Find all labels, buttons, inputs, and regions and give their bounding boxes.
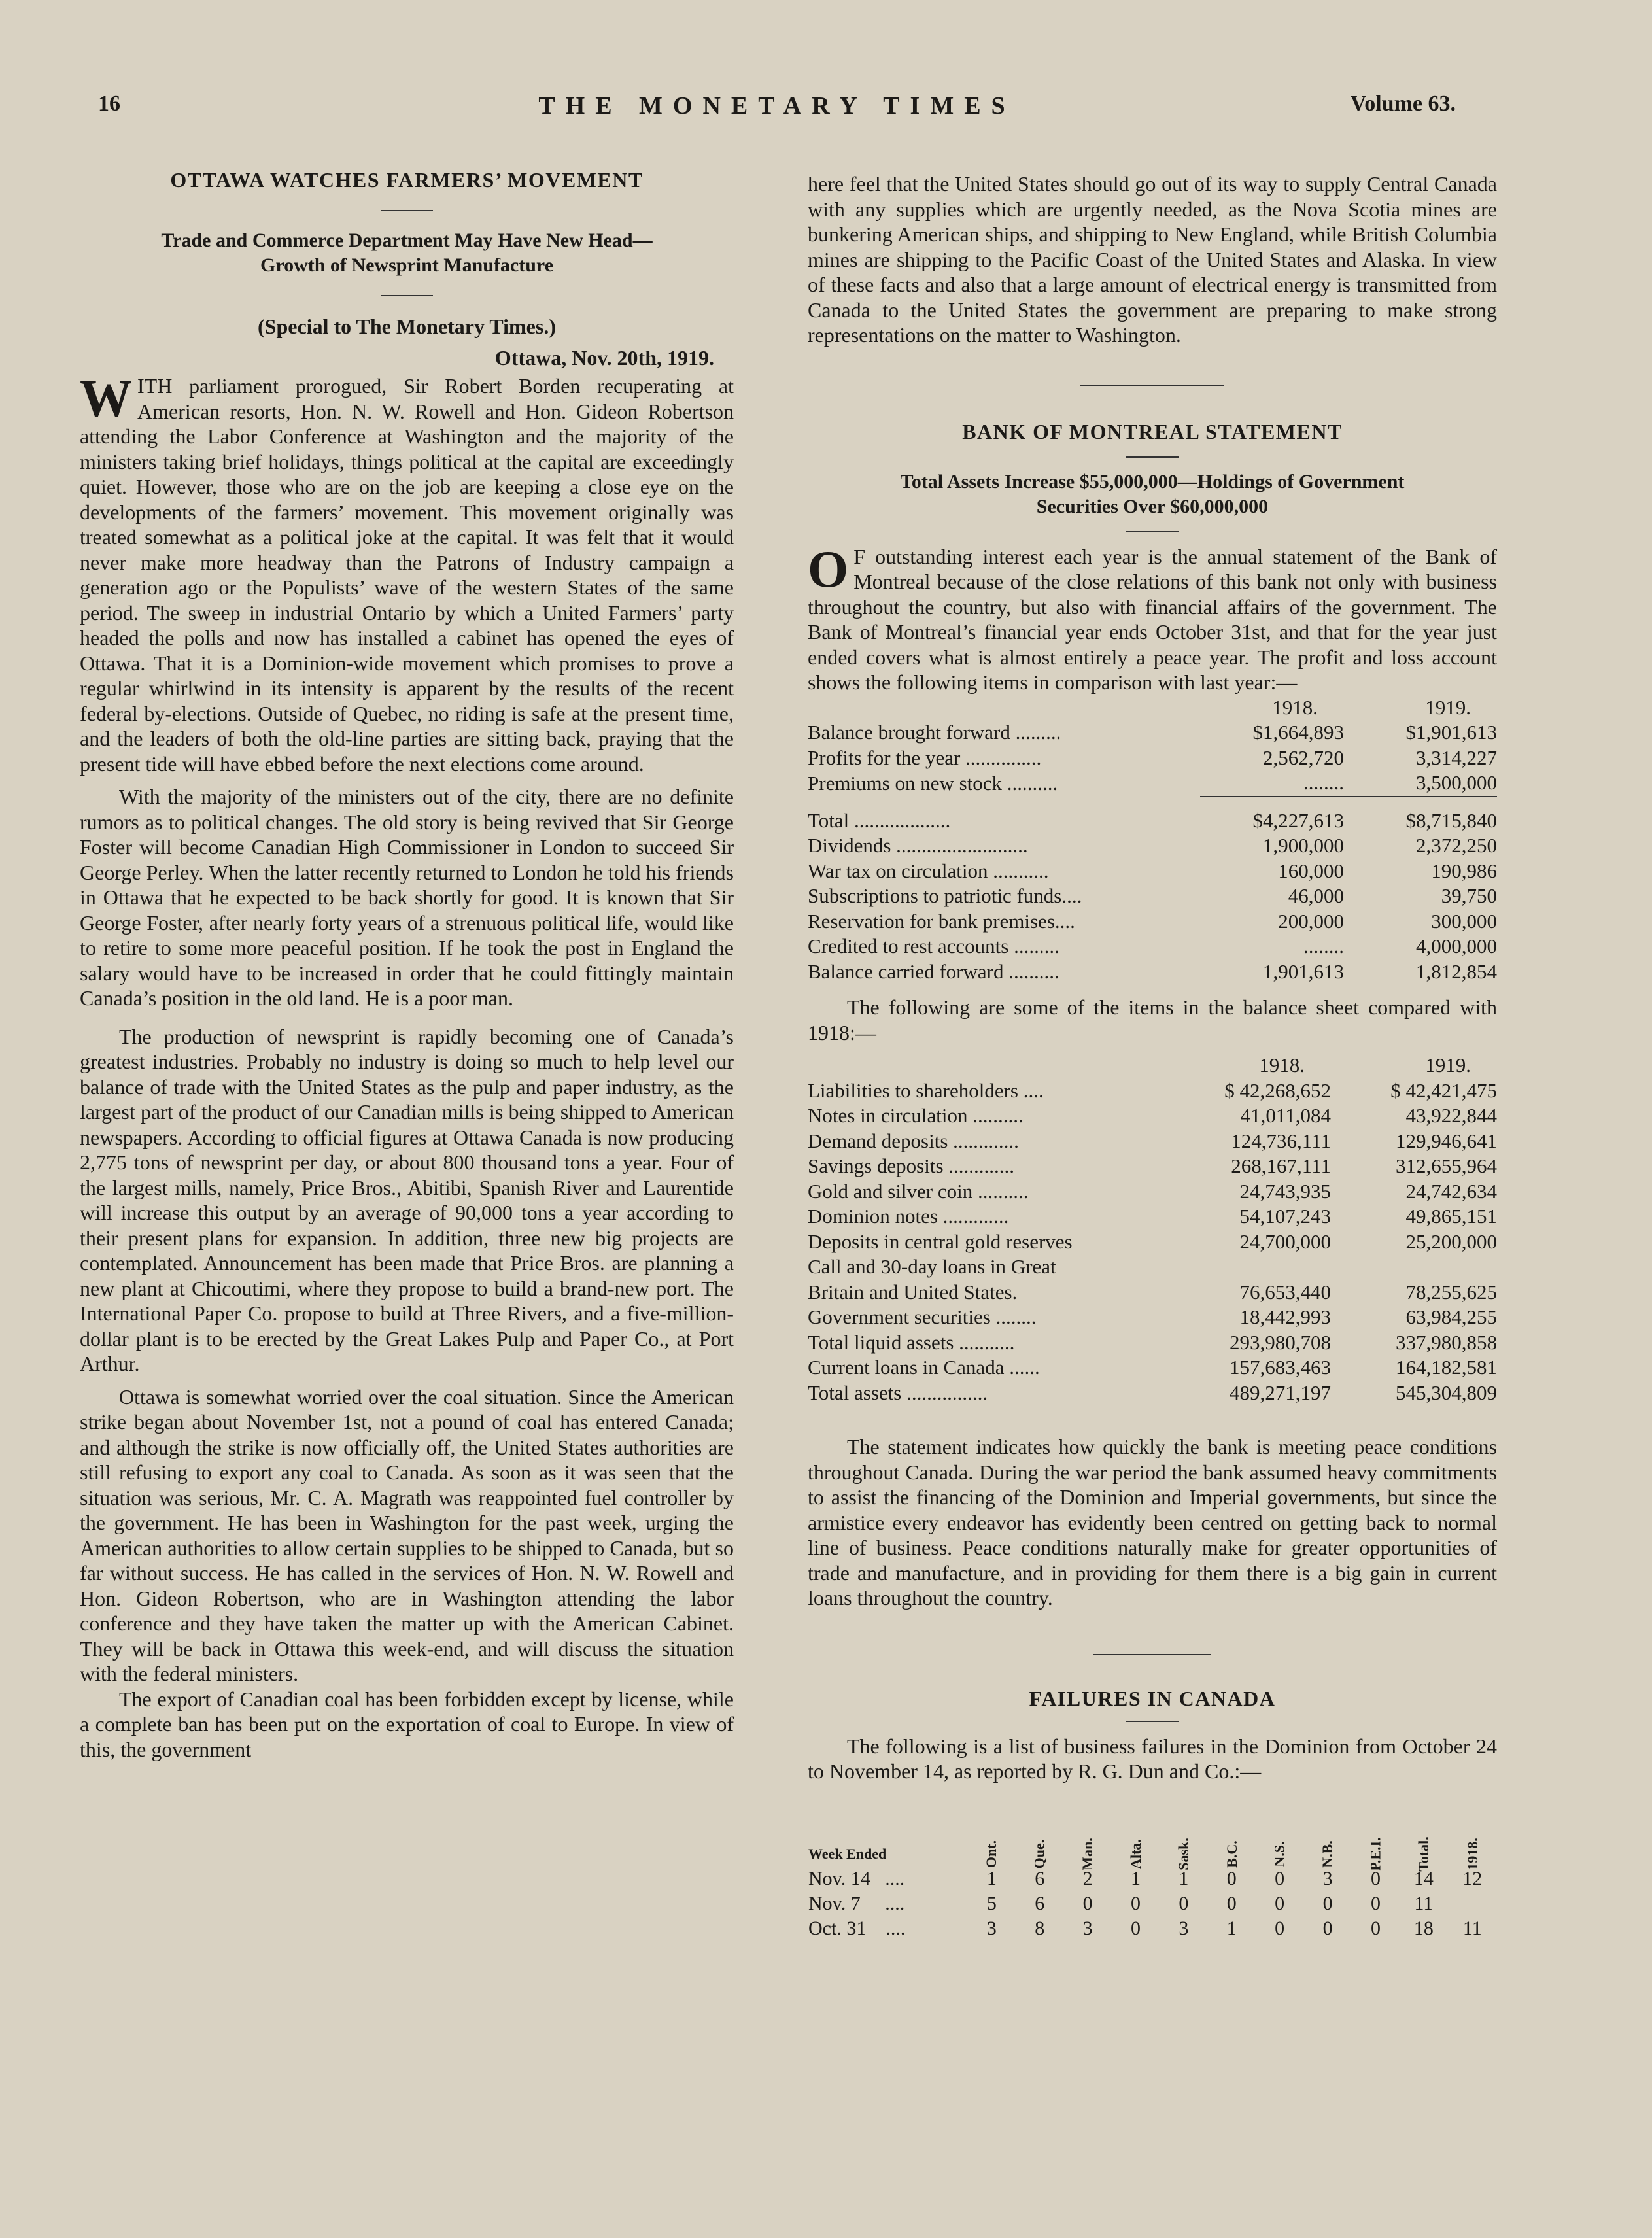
cell: 8 [1035, 1917, 1045, 1939]
value-1919: $1,901,613 [1405, 721, 1497, 744]
ottawa-paragraph-3: The production of newsprint is rapidly becoming one of Canada’s greatest industries. Probably no industry is doing so much to help level our balance of trade with the United States as the pulp and paper industry, as the largest part of the product of our Canadian mills is being shipped to American newspapers. According to official figures at Ottawa Canada is now producing 2,775 tons of newsprint per day, or about 800 thousand tons a year. Four of the largest mills, namely, Price Bros., Abitibi, Spanish River and Laurentide will increase this output by an average of 90,000 tons a year according to their present plans for expansion. In addition, three new big projects are contemplated. Announcement has been made that Price Bros. are planning a new plant at Chicoutimi, where they propose to build a brand-new port. The International Paper Co. propose to build at Three Rivers, and a five-million-dollar plant is to be erected by the Great Lakes Pulp and Paper Co., at Port Arthur. [80, 1024, 734, 1375]
ottawa-paragraph-4: Ottawa is somewhat worried over the coal situation. Since the American strike began about November 1st, not a pound of coal has entered Canada; and although the strike is now officially off, the United States authorities are still refusing to export any coal to Canada. As soon as it was seen that the situation was serious, Mr. C. A. Magrath was reappointed fuel controller by the government. He has been in Washington for the past week, urging the American authorities to allow certain supplies to be shipped to Canada, but so far without success. He has called in the services of Hon. N. W. Rowell and Hon. Gideon Robertson, who are in Washington attending the labor conference and they have taken the matter up with the American Cabinet. They will be back in Ottawa this week-end, and will discuss the situation with the federal ministers. [80, 1385, 734, 1685]
value-1919: 164,182,581 [1396, 1356, 1497, 1379]
cell: 6 [1035, 1867, 1045, 1889]
column-header-nb: N.B. [1319, 1840, 1336, 1868]
row-label: Current loans in Canada ...... [808, 1356, 1040, 1379]
value-1919: 78,255,625 [1405, 1280, 1497, 1303]
value-1919: 2,372,250 [1416, 834, 1497, 857]
table-row [808, 1381, 1497, 1406]
value-1918: 76,653,440 [1239, 1280, 1331, 1303]
row-label: Total liquid assets ........... [808, 1330, 1015, 1354]
row-label: Subscriptions to patriotic funds.... [808, 884, 1082, 907]
table-row [808, 884, 1497, 909]
failures-table [808, 1800, 1497, 1941]
value-1918: $4,227,613 [1252, 808, 1344, 832]
value-1919: 3,500,000 [1416, 771, 1497, 794]
table-row [808, 1305, 1497, 1330]
table-row [808, 833, 1497, 859]
value-1919: 129,946,641 [1396, 1129, 1497, 1152]
value-1918: $ 42,268,652 [1224, 1078, 1331, 1102]
cell: 0 [1131, 1917, 1141, 1939]
divider [1126, 456, 1179, 458]
table-row [808, 720, 1497, 746]
divider [381, 210, 433, 211]
page-number: 16 [98, 92, 120, 116]
column-header-sask: Sask. [1175, 1837, 1192, 1870]
ottawa-paragraph-1 [80, 370, 734, 776]
value-1919: 545,304,809 [1396, 1381, 1497, 1404]
value-1918: $1,664,893 [1252, 721, 1344, 744]
table-row [808, 770, 1497, 797]
cell: 0 [1322, 1892, 1333, 1914]
table-row [808, 1129, 1497, 1154]
row-label: Notes in circulation .......... [808, 1104, 1024, 1127]
table-row [808, 1916, 1497, 1941]
table-row [808, 859, 1497, 884]
table-row [808, 1103, 1497, 1129]
balance-sheet-table [808, 1053, 1497, 1405]
value-1919: 337,980,858 [1396, 1330, 1497, 1354]
table-row [808, 746, 1497, 771]
value-1919: 25,200,000 [1405, 1230, 1497, 1253]
column-header-total: Total. [1415, 1836, 1432, 1872]
header-1919: 1919. [1425, 1054, 1471, 1076]
row-label: Deposits in central gold reserves [808, 1230, 1073, 1253]
drop-cap: O [808, 540, 849, 598]
profit-loss-table [808, 695, 1497, 985]
cell: 18 [1413, 1917, 1434, 1939]
column-header-alta: Alta. [1127, 1838, 1144, 1869]
value-1919: 49,865,151 [1405, 1205, 1497, 1228]
table-row [808, 1078, 1497, 1104]
left-column [80, 167, 734, 1762]
cell: 3 [1322, 1867, 1333, 1889]
cell: 1 [986, 1867, 997, 1889]
header-1919: 1919. [1425, 695, 1471, 719]
dateline: Ottawa, Nov. 20th, 1919. [494, 346, 714, 370]
value-1919: 300,000 [1431, 909, 1497, 933]
right-column [808, 171, 1497, 1941]
row-label: Reservation for bank premises.... [808, 909, 1075, 933]
cell: 6 [1035, 1892, 1045, 1914]
row-label: Liabilities to shareholders .... [808, 1078, 1044, 1102]
row-label: Dividends .......................... [808, 834, 1028, 857]
cell: 0 [1226, 1892, 1237, 1914]
value-1919: 43,922,844 [1405, 1104, 1497, 1127]
cell: 0 [1322, 1917, 1333, 1939]
header-1918: 1918. [1272, 695, 1318, 719]
table-header-row [808, 1800, 1497, 1867]
value-1918: ........ [1303, 935, 1344, 957]
value-1919: 190,986 [1431, 859, 1497, 882]
paragraph-text: ITH parliament prorogued, Sir Robert Borden recuperating at American resorts, Hon. N. W. Rowell and Hon. Gideon Robertson attending the Labor Conference at Washington and the majority of the ministers taking brief holidays, things political at the capital are exceedingly quiet. However, those who are on the job are keeping a close eye on the developments of the farmers’ movement. This movement originally was treated somewhat as a political joke at the capital. It was felt that it would never make more headway than the Patrons of Industry campaign a generation ago or the Populists’ wave of the western States of the same period. The sweep in industrial Ontario by which a United Farmers’ party headed the polls and now has installed a cabinet has opened the eyes of Ottawa. That it is a Dominion-wide movement which promises to prove a regular whirlwind in its intensity is apparent by the results of the recent federal by-elections. Outside of Quebec, no riding is safe at the present time, and the leaders of both the old-line parties are sitting back, praying that the present tide will have ebbed before the next elections come around. [80, 374, 734, 776]
table-header-row [808, 1053, 1497, 1078]
value-1918: 46,000 [1288, 884, 1344, 907]
bank-intro [808, 540, 1497, 695]
ottawa-article-title: OTTAWA WATCHES FARMERS’ MOVEMENT [170, 168, 644, 192]
ottawa-paragraph-2: With the majority of the ministers out of the city, there are no definite rumors as to political changes. The old story is being revived that Sir George Foster will become Canadian High Commissioner in London to succeed Sir George Perley. When the latter recently returned to London he told his friends in Ottawa that he expected to be back shortly for good. It is known that Sir George Foster, after nearly forty years of a strenuous political life, would like to retire to some more peaceful position. If he took the post in England the salary would have to be increased in order that he could fittingly maintain Canada’s position in the old land. He is a poor man. [80, 785, 734, 1010]
table-row [808, 1867, 1497, 1891]
table-row [808, 1254, 1497, 1280]
paragraph-text: F outstanding interest each year is the annual statement of the Bank of Montreal because of the close relations of this bank not only with business throughout the country, but also with financial affairs of the government. The Bank of Montreal’s financial year ends October 31st, and that for the year just ended covers what is almost entirely a peace year. The profit and loss account shows the following items in comparison with last year:— [808, 544, 1497, 694]
table-row [808, 1204, 1497, 1230]
column-header-1918: 1918. [1464, 1837, 1481, 1870]
total-row [808, 808, 1497, 834]
value-1919: 3,314,227 [1416, 746, 1497, 769]
column-header-ns: N.S. [1271, 1840, 1288, 1867]
cell: 2 [1082, 1867, 1093, 1889]
column-header-man: Man. [1079, 1837, 1096, 1870]
cell: 0 [1226, 1867, 1237, 1889]
value-1918: 24,700,000 [1239, 1230, 1331, 1253]
value-1918: 268,167,111 [1231, 1154, 1331, 1177]
ottawa-subtitle-line1: Trade and Commerce Department May Have New Head— [161, 230, 653, 251]
spacer-row [808, 797, 1497, 808]
row-label: Balance carried forward .......... [808, 959, 1059, 983]
value-1918: 18,442,993 [1239, 1305, 1331, 1328]
value-1919: 312,655,964 [1396, 1154, 1497, 1177]
value-1918: 2,562,720 [1263, 746, 1344, 769]
value-1919: 24,742,634 [1405, 1179, 1497, 1203]
row-label: Gold and silver coin .......... [808, 1179, 1029, 1203]
cell: 0 [1275, 1917, 1285, 1939]
cell [1448, 1891, 1497, 1916]
cell: 11 [1414, 1892, 1434, 1914]
divider [381, 295, 433, 296]
value-1919: 4,000,000 [1416, 935, 1497, 957]
row-label: Demand deposits ............. [808, 1129, 1019, 1152]
cell: 0 [1275, 1867, 1285, 1889]
special-credit: (Special to The Monetary Times.) [258, 315, 556, 338]
cell: 0 [1082, 1892, 1093, 1914]
column-header-ont: Ont. [983, 1840, 1000, 1868]
cell: 0 [1370, 1892, 1381, 1914]
value-1919: 1,812,854 [1416, 959, 1497, 983]
balance-sheet-intro: The following are some of the items in the balance sheet compared with 1918:— [808, 995, 1497, 1044]
bank-closing: The statement indicates how quickly the bank is meeting peace conditions throughout Canada. During the war period the bank assumed heavy commitments to assist the financing of the Dominion and Imperial governments, but since the armistice every endeavor has evidently been centred on getting back to normal line of business. Peace conditions naturally make for greater opportunities of trade and manufacture, and in providing for them there is a big gain in current loans throughout the country. [808, 1435, 1497, 1610]
value-1918: 160,000 [1278, 859, 1344, 882]
table-row [808, 1891, 1497, 1916]
week-label: Nov. 14 .... [808, 1867, 905, 1889]
value-1919: $8,715,840 [1405, 808, 1497, 832]
value-1919: 63,984,255 [1405, 1305, 1497, 1328]
failures-intro: The following is a list of business failures in the Dominion from October 24 to November 14, as reported by R. G. Dun and Co.:— [808, 1734, 1497, 1783]
bank-subtitle-line1: Total Assets Increase $55,000,000—Holdings of Government [900, 470, 1405, 492]
week-label: Oct. 31 .... [808, 1917, 906, 1939]
cell: 14 [1413, 1867, 1434, 1889]
value-1918: 24,743,935 [1239, 1179, 1331, 1203]
running-head [98, 92, 1456, 131]
volume-label: Volume 63. [1350, 92, 1456, 116]
table-row [808, 1355, 1497, 1381]
divider [1126, 531, 1179, 532]
value-1918: 1,900,000 [1263, 834, 1344, 857]
article-separator [1093, 1654, 1211, 1655]
cell: 12 [1462, 1867, 1483, 1889]
row-label: Government securities ........ [808, 1305, 1037, 1328]
row-label: Credited to rest accounts ......... [808, 935, 1059, 957]
column-header-que: Que. [1031, 1839, 1048, 1868]
row-label: War tax on circulation ........... [808, 859, 1049, 882]
table-header-row [808, 695, 1497, 721]
row-label: Premiums on new stock .......... [808, 772, 1058, 795]
value-1918: 293,980,708 [1230, 1330, 1331, 1354]
value-1918: 157,683,463 [1230, 1356, 1331, 1379]
table-row [808, 959, 1497, 985]
value-1918: 54,107,243 [1239, 1205, 1331, 1228]
bank-subtitle-line2: Securities Over $60,000,000 [1036, 495, 1269, 517]
table-row [808, 909, 1497, 935]
value-1918: 1,901,613 [1263, 959, 1344, 983]
row-label-continued: Britain and United States. [808, 1280, 1018, 1303]
row-label: Total ................... [808, 808, 951, 832]
row-label: Profits for the year ............... [808, 746, 1042, 769]
value-1918: 124,736,111 [1231, 1129, 1331, 1152]
cell: 0 [1370, 1917, 1381, 1939]
cell: 0 [1275, 1892, 1285, 1914]
divider [1126, 1721, 1179, 1722]
column-header-bc: B.C. [1223, 1840, 1240, 1868]
week-label: Nov. 7 .... [808, 1892, 905, 1914]
week-ended-header: Week Ended [808, 1845, 887, 1862]
value-1919: 39,750 [1441, 884, 1497, 907]
table-row [808, 1230, 1497, 1255]
cell: 0 [1131, 1892, 1141, 1914]
cell: 3 [1082, 1917, 1093, 1939]
cell: 1 [1226, 1917, 1237, 1939]
header-1918: 1918. [1259, 1054, 1305, 1076]
value-1919: $ 42,421,475 [1390, 1078, 1497, 1102]
row-label: Dominion notes ............. [808, 1205, 1009, 1228]
cell: 0 [1179, 1892, 1189, 1914]
article-separator [1080, 385, 1224, 386]
cell: 5 [986, 1892, 997, 1914]
table-row [808, 934, 1497, 959]
bank-article-title: BANK OF MONTREAL STATEMENT [962, 419, 1343, 443]
value-1918: 489,271,197 [1230, 1381, 1331, 1404]
cell: 1 [1131, 1867, 1141, 1889]
drop-cap: W [80, 370, 132, 428]
row-label: Call and 30-day loans in Great [808, 1255, 1056, 1278]
cell: 3 [986, 1917, 997, 1939]
column-header-pei: P.E.I. [1367, 1836, 1384, 1871]
failures-title: FAILURES IN CANADA [1029, 1686, 1276, 1710]
cell: 1 [1179, 1867, 1189, 1889]
table-row [808, 1179, 1497, 1205]
cell: 0 [1370, 1867, 1381, 1889]
cell: 3 [1179, 1917, 1189, 1939]
table-row [808, 1330, 1497, 1356]
value-1918: 200,000 [1278, 909, 1344, 933]
table-row [808, 1154, 1497, 1179]
cell: 11 [1462, 1917, 1482, 1939]
ottawa-continuation: here feel that the United States should go out of its way to supply Central Canada with any supplies which are urgently needed, as the Nova Scotia mines are bunkering American ships, and shipping to New England, while British Columbia mines are shipping to the Pacific Coast of the United States and Alaska. In view of these facts and also that a large amount of electrical energy is transmitted from Canada to the United States the government are preparing to make strong representations on the matter to Washington. [808, 172, 1497, 347]
value-1918: 41,011,084 [1240, 1104, 1331, 1127]
row-label: Total assets ................ [808, 1381, 988, 1404]
row-label: Savings deposits ............. [808, 1154, 1015, 1177]
value-1918: ........ [1303, 771, 1344, 794]
ottawa-subtitle-line2: Growth of Newsprint Manufacture [260, 254, 554, 276]
row-label: Balance brought forward ......... [808, 721, 1061, 744]
publication-title: THE MONETARY TIMES [538, 92, 1016, 120]
ottawa-paragraph-5: The export of Canadian coal has been forbidden except by license, while a complete ban has been put on the exportation of coal to Europe. In view of this, the government [80, 1687, 734, 1761]
table-row [808, 1280, 1497, 1305]
